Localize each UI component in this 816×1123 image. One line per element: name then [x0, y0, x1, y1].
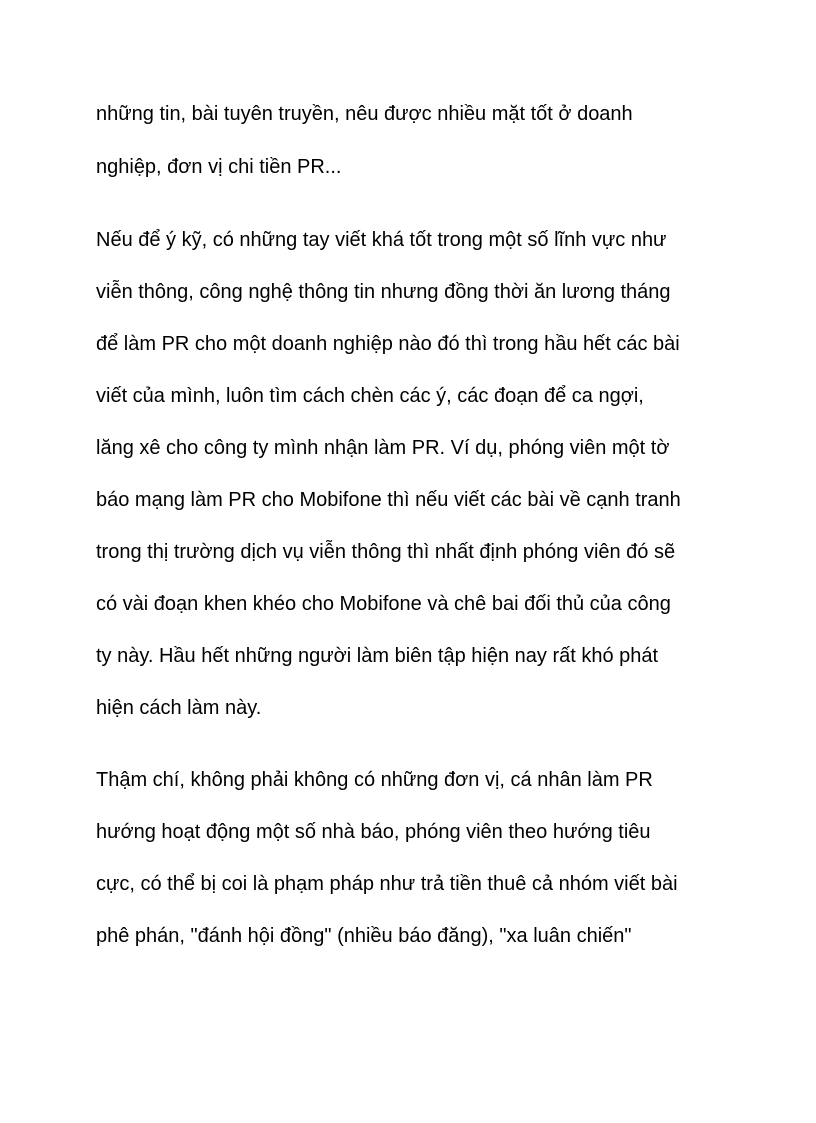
- paragraph-3-line-2: hướng hoạt động một số nhà báo, phóng viên theo hướng tiêu: [96, 821, 651, 843]
- paragraph-1-line-2: nghiệp, đơn vị chi tiền PR...: [96, 156, 342, 178]
- paragraph-2-line-8: có vài đoạn khen khéo cho Mobifone và chê bai đối thủ của công: [96, 593, 671, 615]
- paragraph-2-line-4: viết của mình, luôn tìm cách chèn các ý, các đoạn để ca ngợi,: [96, 385, 644, 407]
- paragraph-2-line-1: Nếu để ý kỹ, có những tay viết khá tốt trong một số lĩnh vực như: [96, 229, 667, 251]
- paragraph-3-line-3: cực, có thể bị coi là phạm pháp như trả tiền thuê cả nhóm viết bài: [96, 873, 678, 895]
- paragraph-2-line-5: lăng xê cho công ty mình nhận làm PR. Ví dụ, phóng viên một tờ: [96, 437, 670, 459]
- paragraph-2-line-9: ty này. Hầu hết những người làm biên tập hiện nay rất khó phát: [96, 645, 659, 667]
- paragraph-2-line-10: hiện cách làm này.: [96, 697, 262, 719]
- paragraph-3-line-4: phê phán, "đánh hội đồng" (nhiều báo đăng), "xa luân chiến": [96, 925, 632, 947]
- paragraph-3-line-1: Thậm chí, không phải không có những đơn vị, cá nhân làm PR: [96, 769, 653, 791]
- paragraph-2-line-7: trong thị trường dịch vụ viễn thông thì nhất định phóng viên đó sẽ: [96, 541, 676, 563]
- paragraph-2-line-6: báo mạng làm PR cho Mobifone thì nếu viết các bài về cạnh tranh: [96, 489, 681, 511]
- paragraph-2-line-3: để làm PR cho một doanh nghiệp nào đó thì trong hầu hết các bài: [96, 333, 680, 355]
- paragraph-1-line-1: những tin, bài tuyên truyền, nêu được nhiều mặt tốt ở doanh: [96, 103, 633, 125]
- paragraph-2-line-2: viễn thông, công nghệ thông tin nhưng đồng thời ăn lương tháng: [96, 281, 671, 303]
